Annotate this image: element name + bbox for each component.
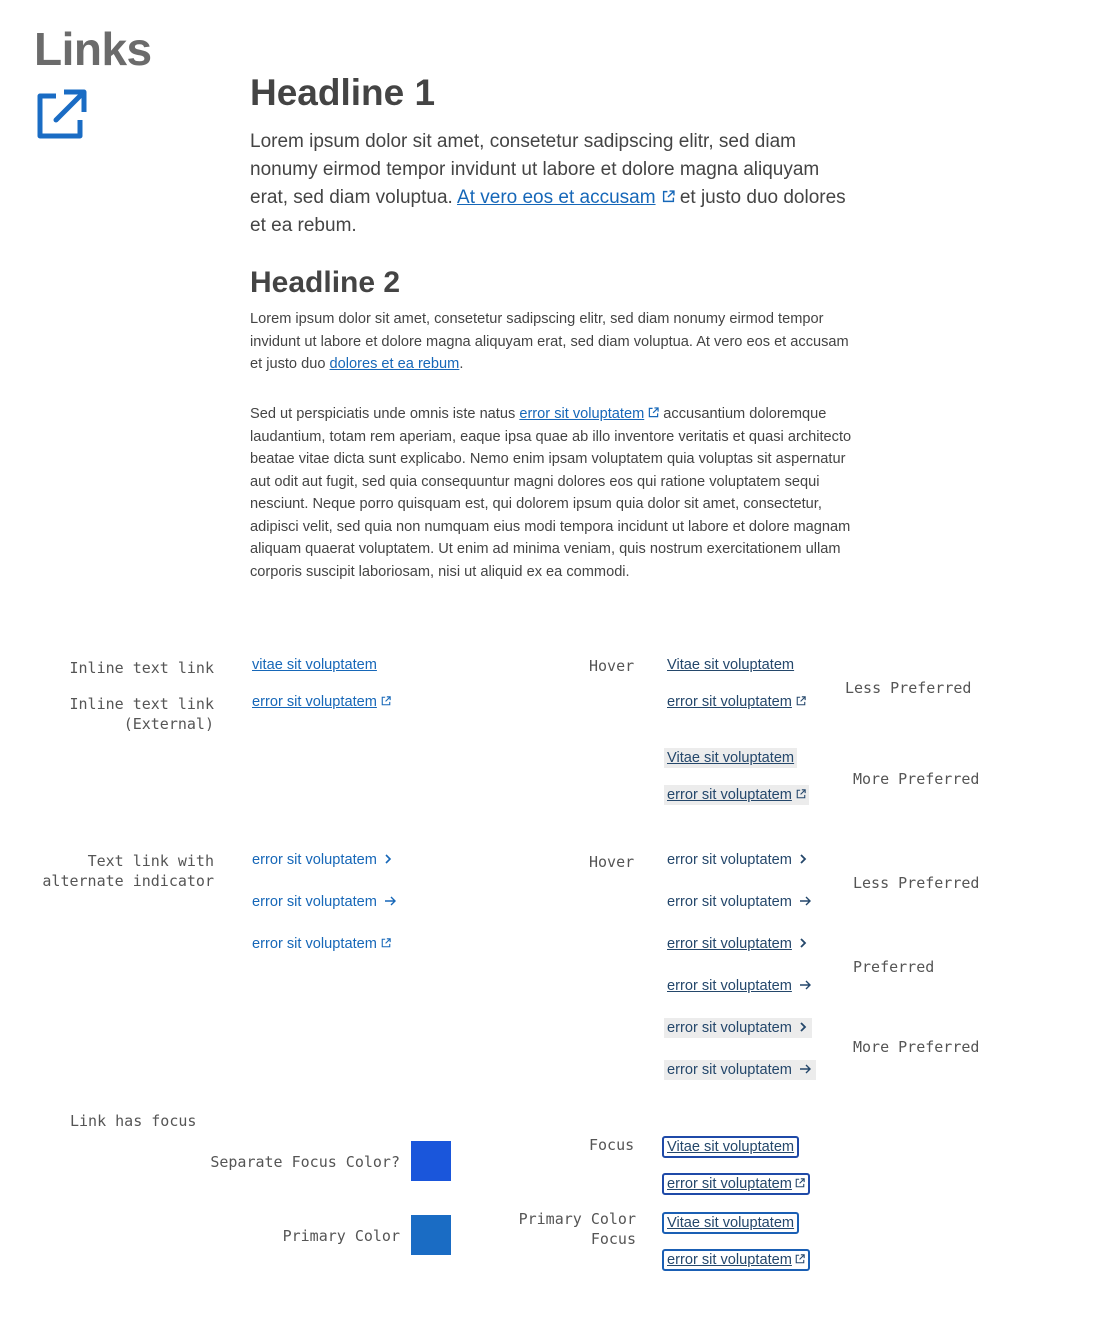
arrow-right-icon	[799, 1064, 811, 1074]
chevron-right-icon	[799, 1022, 807, 1032]
label-preferred: Preferred	[853, 958, 935, 976]
label-less-preferred: Less Preferred	[845, 679, 972, 697]
paragraph-text: .	[459, 356, 464, 372]
separate-focus-color-swatch	[411, 1141, 451, 1181]
label-hover: Hover	[589, 853, 635, 871]
chevron-right-icon	[384, 854, 392, 864]
chevron-link-sample[interactable]: error sit voluptatem	[252, 852, 377, 868]
external-link-icon	[795, 1178, 805, 1188]
external-link-icon	[662, 190, 675, 203]
label-primary-color-focus	[519, 1209, 636, 1249]
paragraph-1	[250, 128, 850, 240]
label-inline-text-link-external	[70, 694, 215, 734]
hover-external-link-sample[interactable]: error sit voluptatem	[667, 694, 792, 710]
primary-focus-link-sample[interactable]: Vitae sit voluptatem	[667, 1215, 795, 1231]
label-line: Primary Color	[518, 1210, 636, 1228]
paragraph-3	[250, 403, 855, 583]
inline-external-link[interactable]: error sit voluptatem	[519, 406, 645, 422]
label-line: (External)	[123, 715, 214, 733]
external-link-icon	[648, 407, 659, 418]
paragraph-text: accusantium doloremque laudantium, totam rem aperiam, eaque ipsa quae ab illo inventore veritatis et quasi architecto beatae vitae dicta sunt explicabo. Nemo enim ipsam voluptatem quia voluptas sit aspernatur aut odit aut fugit, sed quia consequuntur magni dolores eos qui ratione voluptatem sequi nesciunt. Neque porro quisquam est, qui dolorem ipsum quia dolor sit amet, consectetur, adipisci velit, sed quia non numquam eius modi tempora incidunt ut labore et dolore magnam aliquam quaerat voluptatem. Ut enim ad minima veniam, quis nostrum exercitationem ullam corporis suscipit laboriosam, nisi ut aliquid ex ea commodi.	[250, 406, 852, 580]
arrow-right-icon	[384, 896, 396, 906]
paragraph-text: Lorem ipsum dolor sit amet, consetetur sadipscing elitr, sed diam nonumy eirmod tempor invidunt ut labore et dolore magna aliquyam erat, sed diam voluptua. At vero eos et accusam et justo duo	[250, 311, 849, 372]
inline-link-sample[interactable]: vitae sit voluptatem	[252, 657, 377, 673]
label-link-has-focus: Link has focus	[70, 1112, 197, 1130]
label-separate-focus-color: Separate Focus Color?	[210, 1153, 400, 1171]
label-focus: Focus	[589, 1136, 635, 1154]
page-title: Links	[34, 23, 152, 75]
chevron-right-icon	[799, 938, 807, 948]
inline-external-link-sample[interactable]: error sit voluptatem	[252, 694, 377, 710]
hover-underlined-arrow-link-sample[interactable]: error sit voluptatem	[667, 978, 792, 994]
label-less-preferred: Less Preferred	[853, 874, 980, 892]
paragraph-text: Sed ut perspiciatis unde omnis iste natus	[250, 406, 520, 422]
paragraph-text: Lorem ipsum dolor sit amet, consetetur sadipscing elitr, sed diam nonumy eirmod tempor invidunt ut labore et dolore magna aliquyam erat, sed diam voluptua.	[250, 131, 820, 208]
label-line: alternate indicator	[42, 872, 214, 890]
label-inline-text-link: Inline text link	[69, 659, 214, 677]
primary-focus-external-link-sample[interactable]: error sit voluptatem	[667, 1252, 792, 1268]
external-link-sample[interactable]: error sit voluptatem	[252, 936, 377, 952]
label-line: Text link with	[87, 852, 214, 870]
arrow-right-icon	[799, 896, 811, 906]
chevron-right-icon	[799, 854, 807, 864]
external-link-icon	[34, 88, 88, 142]
external-link-icon	[796, 696, 806, 706]
headline-1: Headline 1	[250, 72, 436, 113]
hover-underlined-chevron-link-sample[interactable]: error sit voluptatem	[667, 936, 792, 952]
external-link-icon	[381, 938, 391, 948]
hover-bg-arrow-link-sample[interactable]: error sit voluptatem	[667, 1062, 792, 1078]
external-link-icon	[381, 696, 391, 706]
inline-link[interactable]: dolores et ea rebum	[329, 356, 460, 372]
hover-link-sample[interactable]: Vitae sit voluptatem	[667, 657, 795, 673]
arrow-link-sample[interactable]: error sit voluptatem	[252, 894, 377, 910]
label-line: Focus	[590, 1230, 636, 1248]
external-link-icon	[796, 789, 806, 799]
label-line: Inline text link	[69, 695, 214, 713]
hover-bg-external-link-sample[interactable]: error sit voluptatem	[667, 787, 792, 803]
hover-bg-chevron-link-sample[interactable]: error sit voluptatem	[667, 1020, 792, 1036]
paragraph-2	[250, 308, 855, 376]
arrow-right-icon	[799, 980, 811, 990]
label-primary-color: Primary Color	[282, 1227, 400, 1245]
headline-2: Headline 2	[250, 266, 401, 299]
label-text-link-alternate	[42, 851, 214, 891]
label-more-preferred: More Preferred	[853, 770, 980, 788]
focus-link-sample[interactable]: Vitae sit voluptatem	[667, 1139, 795, 1155]
label-more-preferred: More Preferred	[853, 1038, 980, 1056]
hover-chevron-link-sample[interactable]: error sit voluptatem	[667, 852, 792, 868]
paragraph-text: et justo duo dolores et ea rebum.	[250, 187, 846, 236]
external-link-icon	[795, 1254, 805, 1264]
hover-arrow-link-sample[interactable]: error sit voluptatem	[667, 894, 792, 910]
primary-color-swatch	[411, 1215, 451, 1255]
hover-bg-link-sample[interactable]: Vitae sit voluptatem	[667, 750, 795, 766]
inline-external-link[interactable]: At vero eos et accusam	[457, 187, 656, 208]
label-hover: Hover	[589, 657, 635, 675]
focus-external-link-sample[interactable]: error sit voluptatem	[667, 1176, 792, 1192]
